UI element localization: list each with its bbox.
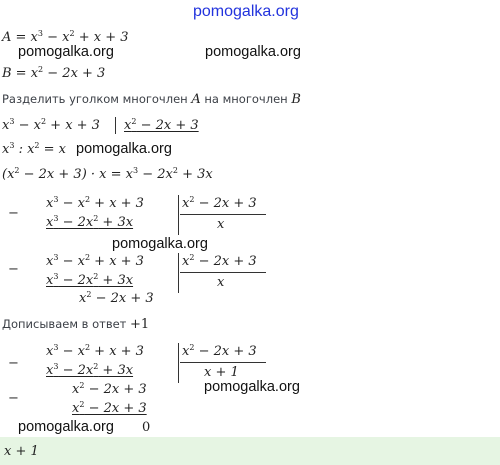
long-division-quotient: x + 1 xyxy=(204,365,239,380)
step-multiply: $(x^2 - 2x + 3) \cdot x = x^3 - 2x^2 + 3x$ xyxy=(2,166,213,182)
watermark: pomogalka.org xyxy=(18,44,114,60)
watermark: pomogalka.org xyxy=(76,141,172,157)
long-division-subtrahend-2: $x^2 - 2x + 3$ xyxy=(72,400,147,416)
minus-sign: − xyxy=(8,356,19,371)
minus-sign: − xyxy=(8,262,19,277)
long-division-subtrahend: $x^3 - 2x^2 + 3x$ xyxy=(46,214,134,230)
setup-dividend: $x^3 - x^2 + x + 3$ xyxy=(2,117,100,133)
long-division-dividend: $x^3 - x^2 + x + 3$ xyxy=(46,253,144,269)
minus-sign: − xyxy=(8,391,19,406)
answer-box xyxy=(0,437,500,465)
header-watermark: pomogalka.org xyxy=(193,3,299,20)
divisor-underline xyxy=(180,362,266,363)
division-bar xyxy=(178,195,179,235)
long-division-remainder: $x^2 - 2x + 3$ xyxy=(72,381,147,397)
setup-divisor: $x^2 - 2x + 3$ xyxy=(124,117,199,133)
long-division-divisor: $x^2 - 2x + 3$ xyxy=(182,195,257,211)
long-division-subtrahend: $x^3 - 2x^2 + 3x$ xyxy=(46,362,134,378)
division-bar xyxy=(178,253,179,293)
final-remainder: 0 xyxy=(142,420,151,435)
definition-b: $B = x^2 - 2x + 3$ xyxy=(2,65,106,81)
long-division-subtrahend: $x^3 - 2x^2 + 3x$ xyxy=(46,272,134,288)
long-division-quotient: x xyxy=(217,217,225,232)
long-division-quotient: x xyxy=(217,275,225,290)
long-division-dividend: $x^3 - x^2 + x + 3$ xyxy=(46,343,144,359)
long-division-dividend: $x^3 - x^2 + x + 3$ xyxy=(46,195,144,211)
long-division-remainder: $x^2 - 2x + 3$ xyxy=(79,290,154,306)
divisor-underline xyxy=(180,272,266,273)
append-note: Дописываем в ответ +1 xyxy=(2,317,150,332)
division-bar xyxy=(178,343,179,383)
instruction-text: Разделить уголком многочлен A на многочлен B xyxy=(2,92,301,107)
watermark: pomogalka.org xyxy=(204,379,300,395)
answer-value: x + 1 xyxy=(4,444,39,459)
setup-divider xyxy=(115,117,116,134)
watermark: pomogalka.org xyxy=(112,236,208,252)
step-divide-leading: $x^3$ : $x^2 = x$ xyxy=(2,141,67,157)
watermark: pomogalka.org xyxy=(205,44,301,60)
long-division-divisor: $x^2 - 2x + 3$ xyxy=(182,253,257,269)
definition-a: $A = x^3 - x^2 + x + 3$ xyxy=(2,29,129,45)
watermark: pomogalka.org xyxy=(18,419,114,435)
minus-sign: − xyxy=(8,206,19,221)
long-division-divisor: $x^2 - 2x + 3$ xyxy=(182,343,257,359)
divisor-underline xyxy=(180,214,266,215)
